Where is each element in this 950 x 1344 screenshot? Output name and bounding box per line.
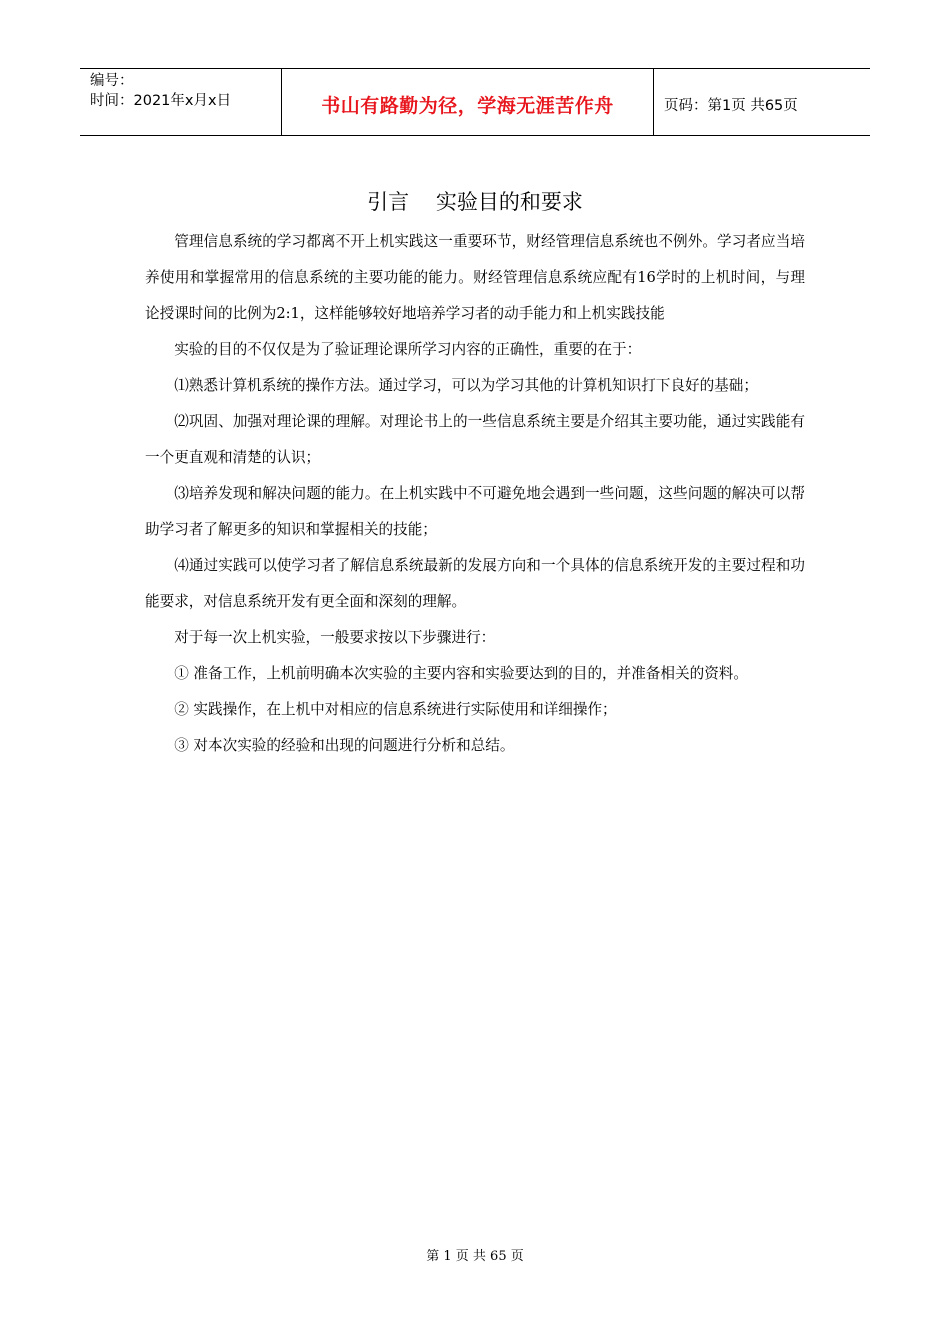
paragraph: ⑷通过实践可以使学习者了解信息系统最新的发展方向和一个具体的信息系统开发的主要过程和功能要求，对信息系统开发有更全面和深刻的理解。 xyxy=(145,557,805,610)
paragraph: ⑵巩固、加强对理论课的理解。对理论书上的一些信息系统主要是介绍其主要功能，通过实践能有一个更直观和清楚的认识； xyxy=(145,413,805,466)
paragraph: ① 准备工作，上机前明确本次实验的主要内容和实验要达到的目的，并准备相关的资料。 xyxy=(174,665,748,682)
header-page-info: 页码：第1页 共65页 xyxy=(664,97,798,114)
section-title: 引言 实验目的和要求 xyxy=(367,190,583,214)
page-footer: 第 1 页 共 65 页 xyxy=(426,1249,524,1264)
paragraph: 对于每一次上机实验，一般要求按以下步骤进行： xyxy=(174,629,496,646)
header-page-cell xyxy=(654,69,870,135)
doc-date-label: 时间：2021年x月x日 xyxy=(90,93,232,109)
paragraph: ⑶培养发现和解决问题的能力。在上机实践中不可避免地会遇到一些问题，这些问题的解决可以帮助学习者了解更多的知识和掌握相关的技能； xyxy=(145,485,805,538)
paragraph: 实验的目的不仅仅是为了验证理论课所学习内容的正确性，重要的在于： xyxy=(174,341,642,358)
header-meta-cell xyxy=(80,69,282,135)
doc-number-label: 编号： xyxy=(90,73,134,89)
header-motto-cell xyxy=(282,69,654,135)
paragraph: ③ 对本次实验的经验和出现的问题进行分析和总结。 xyxy=(174,737,515,754)
paragraph: ⑴熟悉计算机系统的操作方法。通过学习，可以为学习其他的计算机知识打下良好的基础； xyxy=(174,377,758,394)
document-body xyxy=(145,224,805,764)
header-table xyxy=(80,68,870,136)
paragraph: ② 实践操作，在上机中对相应的信息系统进行实际使用和详细操作； xyxy=(174,701,617,718)
header-motto: 书山有路勤为径，学海无涯苦作舟 xyxy=(321,94,614,117)
paragraph: 管理信息系统的学习都离不开上机实践这一重要环节，财经管理信息系统也不例外。学习者应当培养使用和掌握常用的信息系统的主要功能的能力。财经管理信息系统应配有16学时的上机时间，与理论授课时间的比例为2:1，这样能够较好地培养学习者的动手能力和上机实践技能 xyxy=(145,233,805,322)
